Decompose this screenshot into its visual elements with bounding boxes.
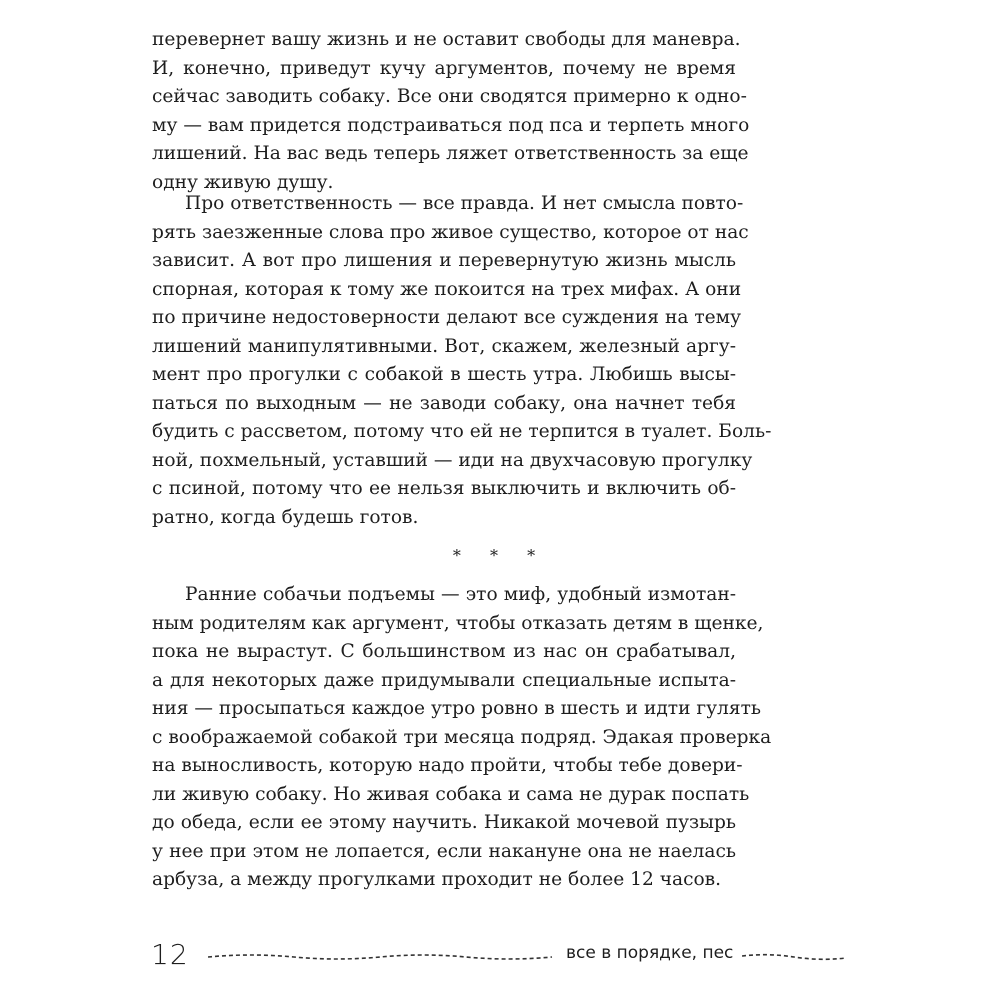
text-line: пока не вырастут. С большинством из нас он срабатывал, xyxy=(152,641,736,662)
text-line: рять заезженные слова про живое существо, которое от нас xyxy=(152,221,749,243)
text-line: ли живую собаку. Но живая собака и сама не дурак поспать xyxy=(152,783,750,805)
text-line: мент про прогулки с собакой в шесть утра. Любишь высы- xyxy=(152,364,736,385)
text-line: ратно, когда будешь готов. xyxy=(152,506,419,528)
page-number: 12 xyxy=(151,938,189,971)
page-footer xyxy=(0,930,1000,990)
text-line: ным родителям как аргумент, чтобы отказать детям в щенке, xyxy=(152,612,764,634)
running-title: все в порядке, пес xyxy=(566,943,734,963)
text-line: перевернет вашу жизнь и не оставит свободы для маневра. xyxy=(152,29,741,50)
text-line: сейчас заводить собаку. Все они сводятся примерно к одно- xyxy=(152,86,747,107)
wavy-dashed-rule-left xyxy=(208,952,554,962)
text-line: му — вам придется подстраиваться под пса и терпеть много xyxy=(152,114,750,136)
text-line: одну живую душу. xyxy=(152,171,334,193)
text-line: ной, похмельный, уставший — иди на двухчасовую прогулку xyxy=(152,449,753,471)
text-line: с псиной, потому что ее нельзя выключить и включить об- xyxy=(152,478,736,499)
paragraph-3 xyxy=(152,581,772,895)
text-line: до обеда, если ее этому научить. Никакой мочевой пузырь xyxy=(152,812,736,833)
text-line: а для некоторых даже придумывали специальные испыта- xyxy=(152,669,736,691)
text-line: ния — просыпаться каждое утро ровно в шесть и идти гулять xyxy=(152,698,762,719)
text-line: лишений манипулятивными. Вот, скажем, железный аргу- xyxy=(152,335,736,357)
text-line: арбуза, а между прогулками проходит не более 12 часов. xyxy=(152,869,722,890)
text-line: будить с рассветом, потому что ей не терпится в туалет. Боль- xyxy=(152,421,772,442)
text-line: у нее при этом не лопается, если накануне она не наелась xyxy=(152,840,736,862)
text-line: зависит. А вот про лишения и перевернутую жизнь мысль xyxy=(152,250,736,271)
text-line: с воображаемой собакой три месяца подряд. Эдакая проверка xyxy=(152,726,772,748)
text-line: спорная, которая к тому же покоится на трех мифах. А они xyxy=(152,278,742,300)
text-line: по причине недостоверности делают все суждения на тему xyxy=(152,307,742,328)
section-separator: * * * xyxy=(452,546,548,565)
paragraph-2 xyxy=(152,190,772,532)
text-line: на выносливость, которую надо пройти, чтобы тебе довери- xyxy=(152,755,743,776)
text-line: Ранние собачьи подъемы — это миф, удобный измотан- xyxy=(185,584,736,605)
text-line: Про ответственность — все правда. И нет смысла повто- xyxy=(185,193,744,214)
text-line: паться по выходным — не заводи собаку, она начнет тебя xyxy=(152,392,736,414)
wavy-dashed-rule-right xyxy=(742,952,848,962)
text-line: лишений. На вас ведь теперь ляжет ответственность за еще xyxy=(152,143,749,164)
paragraph-1 xyxy=(152,26,750,197)
text-line: И, конечно, приведут кучу аргументов, почему не время xyxy=(152,57,736,79)
